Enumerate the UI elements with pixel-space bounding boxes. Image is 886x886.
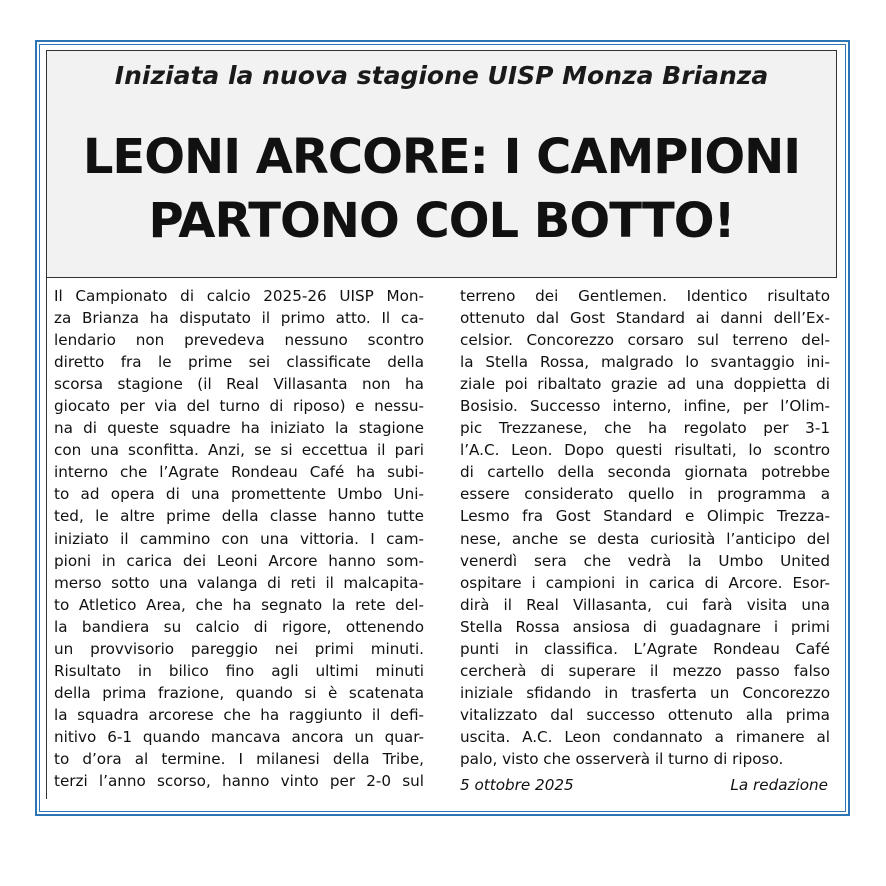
article-line: Bosisio. Successo interno, infine, per l’Olim- <box>460 397 830 416</box>
article-line: scorsa stagione (il Real Villasanta non ha <box>54 375 424 394</box>
headline-line-2: PARTONO COL BOTTO! <box>148 193 735 249</box>
article-line: di cartello della seconda giornata potrebbe <box>460 463 830 482</box>
article-line: ottenuto dal Gost Standard ai danni dell’Ex- <box>460 309 830 328</box>
article-line: essere considerato quello in programma a <box>460 485 830 504</box>
article-column-1 <box>54 285 424 792</box>
article-line: la Stella Rossa, malgrado lo svantaggio ini- <box>460 353 830 372</box>
article-line: na di queste squadre ha iniziato la stagione <box>54 419 424 438</box>
article-line: ospitare i campioni in carica di Arcore. Esor- <box>460 573 830 592</box>
article-line: iniziale sfidando in trasferta un Concorezzo <box>460 683 830 702</box>
article-line: cercherà di superare il mezzo passo falso <box>460 661 830 680</box>
article-line: la squadra arcorese che ha raggiunto il defi- <box>54 705 424 724</box>
article-line: iniziato il cammino con una vittoria. I cam- <box>54 529 424 548</box>
article-line: uscita. A.C. Leon condannato a rimanere al <box>460 727 830 746</box>
article-line: lendario non prevedeva nessuno scontro <box>54 331 424 350</box>
article-line: punti in classifica. L’Agrate Rondeau Café <box>460 639 830 658</box>
article-line: to d’ora al termine. I milanesi della Tribe, <box>54 749 424 768</box>
article-line: ziale poi ribaltato grazie ad una doppietta di <box>460 375 830 394</box>
article-line: interno che l’Agrate Rondeau Café ha subi- <box>54 463 424 482</box>
article-line: celsior. Concorezzo corsaro sul terreno del- <box>460 331 830 350</box>
article-line: la bandiera su calcio di rigore, ottenendo <box>54 617 424 636</box>
article-column-2 <box>460 285 830 770</box>
article-line: della prima frazione, quando si è scatenata <box>54 683 424 702</box>
article-line: pic Trezzanese, che ha regolato per 3-1 <box>460 419 830 438</box>
article-line: palo, visto che osserverà il turno di riposo. <box>460 749 784 768</box>
article-signature: La redazione <box>730 776 828 794</box>
article-line: ted, le altre prime della classe hanno tutte <box>54 507 424 526</box>
article-line: con una sconfitta. Anzi, se si eccettua il pari <box>54 441 424 460</box>
kicker-title: Iniziata la nuova stagione UISP Monza Brianza <box>114 61 769 90</box>
article-line: l’A.C. Leon. Dopo questi risultati, lo scontro <box>460 441 830 460</box>
headline-line-1: LEONI ARCORE: I CAMPIONI <box>82 129 801 185</box>
article-line: pioni in carica dei Leoni Arcore hanno som- <box>54 551 424 570</box>
article-date: 5 ottobre 2025 <box>460 776 574 794</box>
article-line: nitivo 6-1 quando mancava ancora un quar- <box>54 727 424 746</box>
article-line: za Brianza ha disputato il primo atto. Il ca- <box>54 309 424 328</box>
article-line: Il Campionato di calcio 2025-26 UISP Mon- <box>54 287 424 305</box>
article-line: dirà il Real Villasanta, cui farà visita una <box>460 595 830 614</box>
article-line: Risultato in bilico fino agli ultimi minuti <box>54 661 424 680</box>
article-line: vitalizzato dal successo ottenuto alla prima <box>460 705 830 724</box>
article-line: Stella Rossa ansiosa di guadagnare i primi <box>460 617 830 636</box>
main-headline <box>47 125 836 253</box>
article-line: un provvisorio pareggio nei primi minuti. <box>54 639 424 658</box>
article-line: terreno dei Gentlemen. Identico risultato <box>460 287 830 305</box>
article-line: Lesmo fra Gost Standard e Olimpic Trezza- <box>460 507 830 526</box>
article-line: to ad opera di una promettente Umbo Uni- <box>54 485 424 504</box>
left-border-rule <box>46 278 47 799</box>
article-line: to Atletico Area, che ha segnato la rete del- <box>54 595 424 614</box>
article-line: merso sotto una valanga di reti il malcapita- <box>54 573 424 592</box>
article-line: venerdì sera che vedrà la Umbo United <box>460 551 830 570</box>
article-line: diretto fra le prime sei classificate della <box>54 353 424 372</box>
article-line: terzi l’anno scorso, hanno vinto per 2-0 sul <box>54 772 424 791</box>
headline-box <box>46 50 837 278</box>
article-line: giocato per via del turno di riposo) e nessu- <box>54 397 424 416</box>
article-line: nese, anche se desta curiosità l’anticipo del <box>460 529 830 548</box>
